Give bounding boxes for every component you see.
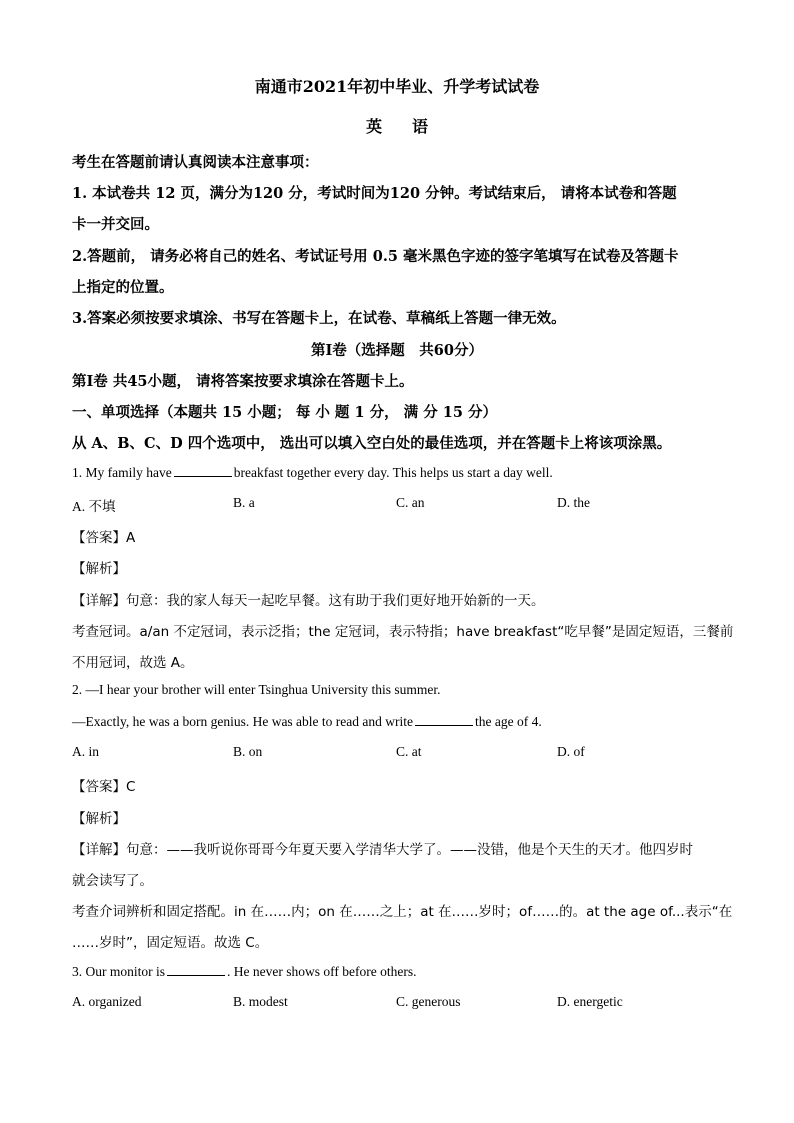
part-intro: 第Ⅰ卷 共45小题， 请将答案按要求填涂在答题卡上。 xyxy=(72,373,414,390)
q2-analysis-label: 【解析】 xyxy=(72,811,126,827)
section-instruction: 从 A、B、C、D 四个选项中， 选出可以填入空白处的最佳选项，并在答题卡上将该项涂黑。 xyxy=(72,435,672,452)
q1-option-a: A. 不填 xyxy=(72,499,116,514)
q1-explanation: 考查冠词。a/an 不定冠词，表示泛指；the 定冠词，表示特指；have breakfast“吃早餐”是固定短语，三餐前 xyxy=(72,624,734,640)
q1-option-b: B. a xyxy=(233,495,255,510)
q1-option-d: D. the xyxy=(557,495,590,510)
part-title: 第Ⅰ卷（选择题 共60分） xyxy=(311,342,483,359)
q1-explanation-cont: 不用冠词，故选 A。 xyxy=(72,655,194,671)
answer-blank xyxy=(174,464,232,477)
q2-option-a: A. in xyxy=(72,744,99,759)
notice-heading: 考生在答题前请认真阅读本注意事项： xyxy=(72,154,319,171)
answer-blank xyxy=(415,713,473,726)
q2-explanation: 考查介词辨析和固定搭配。in 在……内；on 在……之上；at 在……岁时；of……的。at the age of...表示“在 xyxy=(72,904,733,920)
q2-option-d: D. of xyxy=(557,744,585,759)
question-2-stem-reply xyxy=(72,713,542,730)
q2-explanation-cont: ……岁时”，固定短语。故选 C。 xyxy=(72,935,269,951)
question-3-stem-post: . He never shows off before others. xyxy=(227,964,417,979)
q1-detail: 【详解】句意：我的家人每天一起吃早餐。这有助于我们更好地开始新的一天。 xyxy=(72,593,545,609)
q3-option-c: C. generous xyxy=(396,994,461,1009)
exam-title: 南通市2021年初中毕业、升学考试试卷 xyxy=(254,77,540,96)
notice-item-1-cont: 卡一并交回。 xyxy=(72,216,159,233)
q1-analysis-label: 【解析】 xyxy=(72,561,126,577)
notice-item-1: 1. 本试卷共 12 页，满分为120 分，考试时间为120 分钟。考试结束后， 请将本试卷和答题 xyxy=(72,185,677,202)
notice-item-3: 3.答案必须按要求填涂、书写在答题卡上，在试卷、草稿纸上答题一律无效。 xyxy=(72,310,566,327)
question-3-stem-pre: 3. Our monitor is xyxy=(72,964,165,979)
q2-option-c: C. at xyxy=(396,744,422,759)
q2-detail: 【详解】句意：——我听说你哥哥今年夏天要入学清华大学了。——没错，他是个天生的天才。他四岁时 xyxy=(72,842,693,858)
question-3-stem xyxy=(72,963,416,980)
section-title: 一、单项选择（本题共 15 小题； 每 小 题 1 分， 满 分 15 分） xyxy=(72,404,497,421)
question-1-stem-post: breakfast together every day. This helps us start a day well. xyxy=(233,465,553,480)
q3-option-a: A. organized xyxy=(72,994,142,1009)
question-2-stem-pre: —Exactly, he was a born genius. He was able to read and write xyxy=(72,714,414,729)
q1-answer: 【答案】A xyxy=(72,530,136,546)
q1-option-c: C. an xyxy=(396,495,425,510)
question-1-stem xyxy=(72,464,553,481)
question-2-stem-post: the age of 4. xyxy=(475,714,542,729)
q2-answer: 【答案】C xyxy=(72,779,136,795)
notice-item-2: 2.答题前， 请务必将自己的姓名、考试证号用 0.5 毫米黑色字迹的签字笔填写在试卷及答题卡 xyxy=(72,248,679,265)
question-1-stem-pre: 1. My family have xyxy=(72,465,172,480)
subject-title: 英语 xyxy=(365,117,458,136)
answer-blank xyxy=(167,963,225,976)
q2-option-b: B. on xyxy=(233,744,263,759)
notice-item-2-cont: 上指定的位置。 xyxy=(72,279,174,296)
q2-detail-cont: 就会读写了。 xyxy=(72,873,153,889)
q3-option-b: B. modest xyxy=(233,994,288,1009)
question-2-stem: 2. —I hear your brother will enter Tsinghua University this summer. xyxy=(72,682,441,697)
q3-option-d: D. energetic xyxy=(557,994,623,1009)
